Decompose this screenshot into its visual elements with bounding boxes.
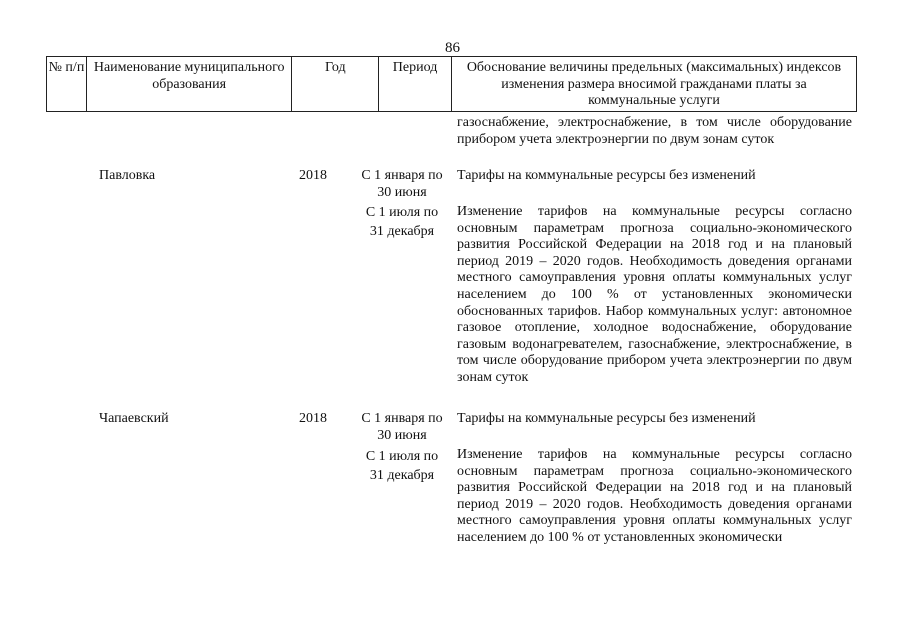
continued-basis-text: газоснабжение, электроснабжение, в том числе оборудование прибором учета электроэнергии по двум зонам суток [457, 115, 852, 147]
basis-second-half: Изменение тарифов на коммунальные ресурсы согласно основным параметрам прогноза социально-экономического развития Российской Федерации на 2018 год и на плановый период 2019 – 2020 годов. Необходимость доведения органами местного самоуправления уровня оплаты коммунальных услуг населением до 100 % от установленных экономически [457, 447, 852, 545]
header-municipality: Наименование муниципального образования [87, 57, 292, 111]
municipality-name: Чапаевский [99, 411, 169, 426]
row-year: 2018 [299, 411, 327, 426]
table-header [46, 56, 857, 112]
basis-first-half: Тарифы на коммунальные ресурсы без изменений [457, 168, 756, 183]
period-first-half: С 1 января по 30 июня [361, 411, 443, 443]
header-number: № п/п [47, 57, 87, 111]
municipality-name: Павловка [99, 168, 156, 183]
header-basis: Обоснование величины предельных (максимальных) индексов изменения размера вносимой гражданами платы за коммунальные услуги [466, 60, 842, 108]
basis-first-half: Тарифы на коммунальные ресурсы без изменений [457, 411, 756, 426]
header-period: Период [379, 57, 452, 111]
period-first-half: С 1 января по 30 июня [361, 168, 443, 200]
row-year: 2018 [299, 168, 327, 183]
period-second-half: С 1 июля по 31 декабря [365, 205, 439, 239]
page-number: 86 [445, 40, 460, 56]
header-year: Год [292, 57, 379, 111]
period-second-half: С 1 июля по 31 декабря [365, 449, 439, 483]
basis-second-half: Изменение тарифов на коммунальные ресурсы согласно основным параметрам прогноза социально-экономического развития Российской Федерации на 2018 год и на плановый период 2019 – 2020 годов. Необходимость доведения органами местного самоуправления уровня оплаты коммунальных услуг населением до 100 % от установленных экономически обоснованных тарифов. Набор коммунальных услуг: автономное газовое отопление, холодное водоснабжение, оборудование газовым водонагревателем, газоснабжение, электроснабжение, в том числе оборудование прибором учета электроэнергии по двум зонам суток [457, 204, 852, 385]
